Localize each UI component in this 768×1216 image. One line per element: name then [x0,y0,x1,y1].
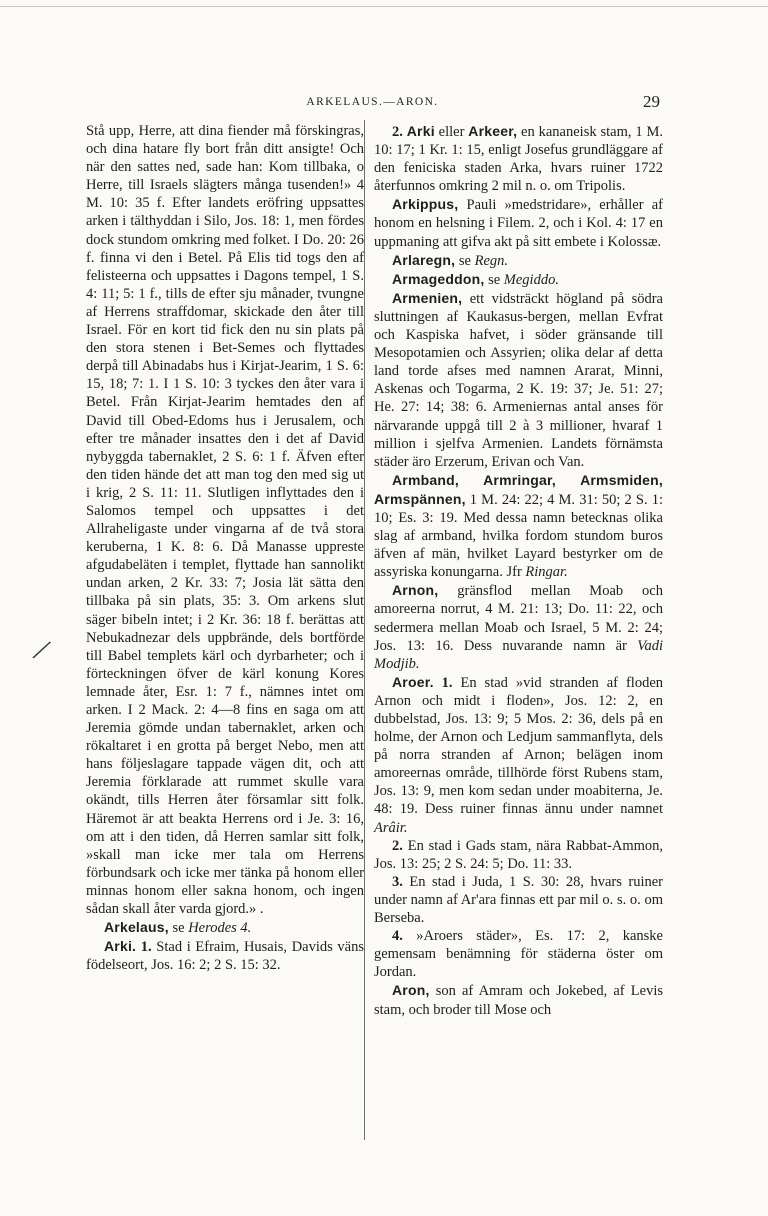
modern-name: Vadi Modjib. [374,637,663,672]
headword: Aron, [392,982,430,999]
headword: Aroer. [392,673,434,690]
modern-name: Arâir. [374,819,408,836]
sense-number: 2. [392,837,403,854]
cross-reference: Regn. [474,252,509,269]
headword: Arki. [104,938,137,955]
entry-aroer-2: 2. En stad i Gads stam, nära Rabbat-Ammon, Jos. 13: 25; 2 S. 24: 5; Do. 11: 33. [374,837,663,872]
margin-pencil-mark: ╱ [33,638,51,662]
headword: Arnon, [392,582,439,599]
entry-arkippus: Arkippus, Pauli »medstridare», erhåller af honom en helsning i Filem. 2, och i Kol. 4: 17 en uppmaning att gifva akt på sitt embete i Kolossæ. [374,196,663,250]
entry-arnon: Arnon, gränsflod mellan Moab och amoreerna norrut, 4 M. 21: 13; Do. 11: 22, och sedermera mellan Moab och Israel, 5 M. 2: 24; Jos. 13: 16. Dess nuvarande namn är Vadi Modjib. [374,582,663,672]
page-top-edge [0,6,768,7]
page-number: 29 [643,92,660,111]
running-head: ARKELAUS.—ARON. [306,96,439,108]
entry-armband: Armband, Armringar, Armsmiden, Armspännen, 1 M. 24: 22; 4 M. 31: 50; 2 S. 1: 10; Es. 3: 19. Med dessa namn betecknas olika slag af armband, hvilka fordom stundom buros äfven af män, hvilket Layard bestyrker om de assyriska konungarna. Jfr Ringar. [374,471,663,581]
entry-aroer-4: 4. »Aroers städer», Es. 17: 2, kanske gemensam benämning för städerna öster om Jordan. [374,928,663,981]
entry-arki-2: 2. Arki eller Arkeer, en kananeisk stam, 1 M. 10: 17; 1 Kr. 1: 15, enligt Josefus grundläggare af den feniciska staden Arka, hvars ruiner 1722 återfunnos omkring 2 mil n. o. om Tripolis. [374,123,663,195]
entry-arki-1: Arki. 1. Stad i Efraim, Husais, Davids väns födelseort, Jos. 16: 2; 2 S. 15: 32. [86,938,364,974]
headword: Arki [406,123,435,139]
sense-number: 4. [392,928,403,945]
headword: Arkippus, [392,196,459,213]
cross-reference: Ringar. [525,564,568,581]
headword: Arkelaus, [104,919,169,936]
cross-reference: Megiddo. [503,271,559,288]
sense-number: 1. [441,674,453,691]
headword: Arlaregn, [392,251,456,268]
headword-variant: Arkeer, [468,123,518,139]
entry-armageddon: Armageddon, se Megiddo. [392,270,559,288]
left-column [86,122,364,974]
entry-arlaregn: Arlaregn, se Regn. [392,251,509,269]
headword: Armageddon, [392,270,485,287]
entry-aron: Aron, son af Amram och Jokebed, af Levis stam, och broder till Mose och [374,982,663,1018]
cross-reference: Herodes 4. [188,920,252,937]
column-divider [364,120,365,1140]
page-header [85,94,660,114]
sense-number: 3. [392,873,403,890]
entry-armenien: Armenien, ett vidsträckt högland på södra sluttningen af Kaukasus-bergen, mellan Evfrat och Kaspiska hafvet, i söder gränsande till Mesopotamien och Assyrien; olika delar af detta land torde afses med namnen Ararat, Minni, Askenas och Togarma, 2 K. 19: 37; Je. 51: 27; He. 27: 14; 38: 6. Armeniernas antal anses för närvarande uppgå till 2 à 3 millioner, hvaraf 1 million i sjelfva Armenien. Landets förnämsta städer äro Erzerum, Erivan och Van. [374,289,663,470]
entry-aroer-1: Aroer. 1. En stad »vid stranden af floden Arnon och midt i floden», Jos. 12: 2, en dubbelstad, Jos. 13: 9; 5 Mos. 2: 36, dels på en holme, der Arnon och Ledjum sammanflyta, dels på norra stranden af Arnon; belägen inom amoreernas område, tillhörde först Rubens stam, Jos. 13: 9, men kom sedan under moabiterna, Je. 48: 19. Dess ruiner finnas ännu under namnet Arâir. [374,673,663,836]
entry-arkelaus: Arkelaus, se Herodes 4. [104,919,252,937]
headword: Armenien, [392,289,463,306]
sense-number: 2. [392,124,403,140]
sense-number: 1. [140,939,152,956]
entry-ark-continuation: Stå upp, Herre, att dina fiender må förskingras, och dina hatare fly bort från ditt ansigte! Och när den sattes ned, sade han: Kom tillbaka, o Herre, till Israels slägters många tusenden!» 4 M. 10: 35 f. Efter landets eröfring uppsattes arken i tälthyddan i Silo, Jos. 18: 1, men fördes dock stundom omkring med folket. I Do. 20: 26 f. finna vi den i Betel. På Elis tid togs den af felisteerna och uppsattes i Dagons tempel, 1 S. 4: 11; 5: 1 f., tills de efter sju månader, tvungne af Herrens straffdomar, skickade den åter till Israel. För en kort tid fick den nu sin plats på den stora stenen i Bet-Semes och flyttades derpå till Abinadabs hus i Kirjat-Jearim, 1 S. 6: 15, 18; 7: 1. I 1 S. 10: 3 tyckes den åter vara i Betel. Från Kirjat-Jearim hemtades den af David till Obed-Edoms hus i Jerusalem, och efter tre månader insattes den i det af David nybyggda tabernaklet, 2 S. 6: 1 f. Äfven efter den tiden hände det att man tog den med sig ut i krig, 2 S. 11: 11. Slutligen inflyttades den i Salomos tempel och uppsattes i det Allraheligaste under vingarna af de två stora keruberna, 1 K. 8: 6. Då Manasse uppreste afgudabeläten i templet, flyttade han sannolikt undan arken, 2 Kr. 33: 7; Josia lät sätta den tillbaka på sin plats, 35: 3. Om arkens slut säger bibeln intet; i 2 Kr. 36: 18 f. berättas att Nebukadnezar dels uppbrände, dels bortförde till Babel templets kärl och dyrbarheter; och i förteckningen öfver de kärl konung Kores lemnade åter, Esr. 1: 7 f., nämnes intet om arken. I 2 Mack. 2: 4—8 fins en saga om att Jeremia gömde undan tabernaklet, arken och rökaltaret i en grotta på berget Nebo, men att hans följeslagare tappade vägen dit, och att Jeremia förklarade att rummet skulle vara okändt, tills Herren åter församlar sitt folk. Häremot är att beakta Herrens ord i Je. 3: 16, om att i den tiden, då Herren samlar sitt folk, »skall man icke mer tala om Herrens förbundsark och icke mer tänka på honom eller minnas honom eller sakna honom, och ingen sådan skall åter varda gjord.» . [86,123,364,918]
headword: Armband, Armringar, Armsmiden, Armspännen, [374,471,663,507]
entry-aroer-3: 3. En stad i Juda, 1 S. 30: 28, hvars ruiner under namn af Ar'ara finnas ett par mil o. s. o. om Berseba. [374,873,663,927]
right-column [374,122,663,1019]
